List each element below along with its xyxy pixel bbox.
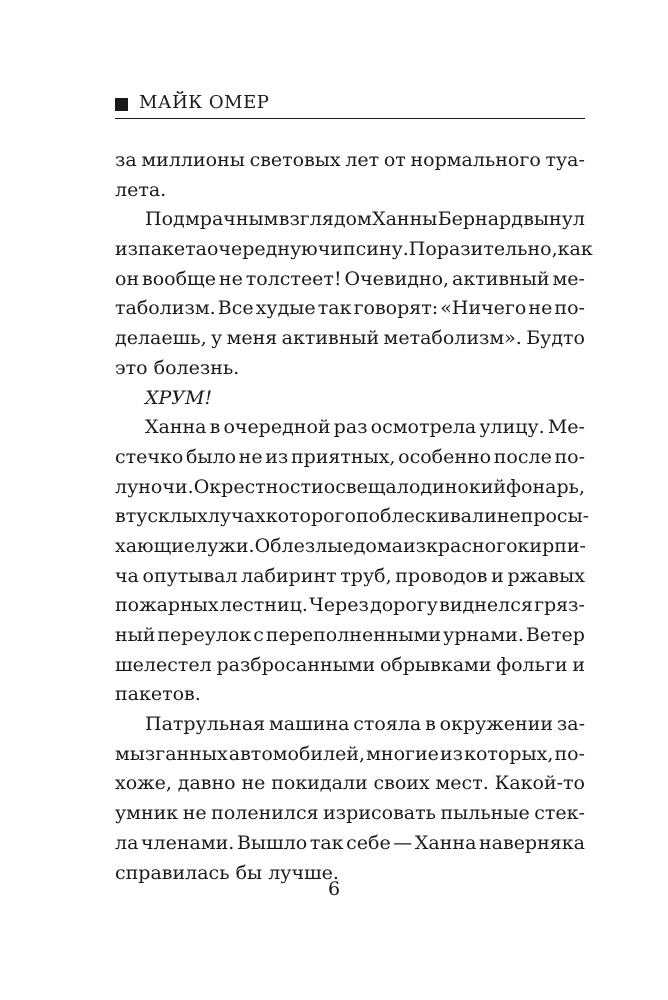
text-line: шелестел разбросанными обрывками фольги и bbox=[115, 653, 585, 676]
body-text bbox=[115, 146, 593, 888]
text-line: справилась бы лучше. bbox=[115, 861, 339, 884]
text-line: ла членами. Вышло так себе — Ханна наверняка bbox=[115, 831, 585, 854]
text-line: из пакета очередную чипсину. Поразительно, как bbox=[115, 238, 593, 261]
text-line: хающие лужи. Облезлые дома из красного кирпи- bbox=[115, 534, 586, 557]
text-line: Ханна в очередной раз осмотрела улицу. Ме- bbox=[145, 416, 585, 439]
text-line: мызганных автомобилей, многие из которых, по- bbox=[115, 742, 585, 765]
running-header bbox=[115, 90, 585, 120]
text-line: в тусклых лучах которого поблескивали непросы- bbox=[115, 505, 590, 528]
text-line: ча опутывал лабиринт труб, проводов и ржавых bbox=[115, 564, 585, 587]
text-line: пожарных лестниц. Через дорогу виднелся гряз- bbox=[115, 594, 585, 617]
text-line: хоже, давно не покидали своих мест. Какой-то bbox=[115, 772, 585, 795]
text-line: луночи. Окрестности освещал одинокий фонарь, bbox=[115, 475, 585, 498]
header-rule bbox=[115, 118, 585, 119]
text-line: это болезнь. bbox=[115, 356, 240, 379]
text-line: стечко было не из приятных, особенно после по- bbox=[115, 445, 585, 468]
text-line: Патрульная машина стояла в окружении за- bbox=[145, 713, 585, 736]
text-line-italic: ХРУМ! bbox=[145, 386, 213, 409]
header-author: МАЙК ОМЕР bbox=[139, 92, 270, 113]
text-line: он вообще не толстеет! Очевидно, активный ме- bbox=[115, 267, 585, 290]
text-line: делаешь, у меня активный метаболизм». Будто bbox=[115, 327, 585, 350]
text-line: таболизм. Все худые так говорят: «Ничего не по- bbox=[115, 297, 585, 320]
text-line: Под мрачным взглядом Ханны Бернард вынул bbox=[145, 208, 585, 231]
text-line: за миллионы световых лет от нормального туа- bbox=[115, 149, 585, 171]
text-line: пакетов. bbox=[115, 683, 201, 706]
page-number: 6 bbox=[327, 878, 341, 900]
text-line: умник не поленился изрисовать пыльные стек- bbox=[115, 802, 585, 825]
text-line: ный переулок с переполненными урнами. Ветер bbox=[115, 624, 585, 646]
text-line: лета. bbox=[115, 178, 167, 201]
header-square-icon bbox=[115, 98, 128, 111]
